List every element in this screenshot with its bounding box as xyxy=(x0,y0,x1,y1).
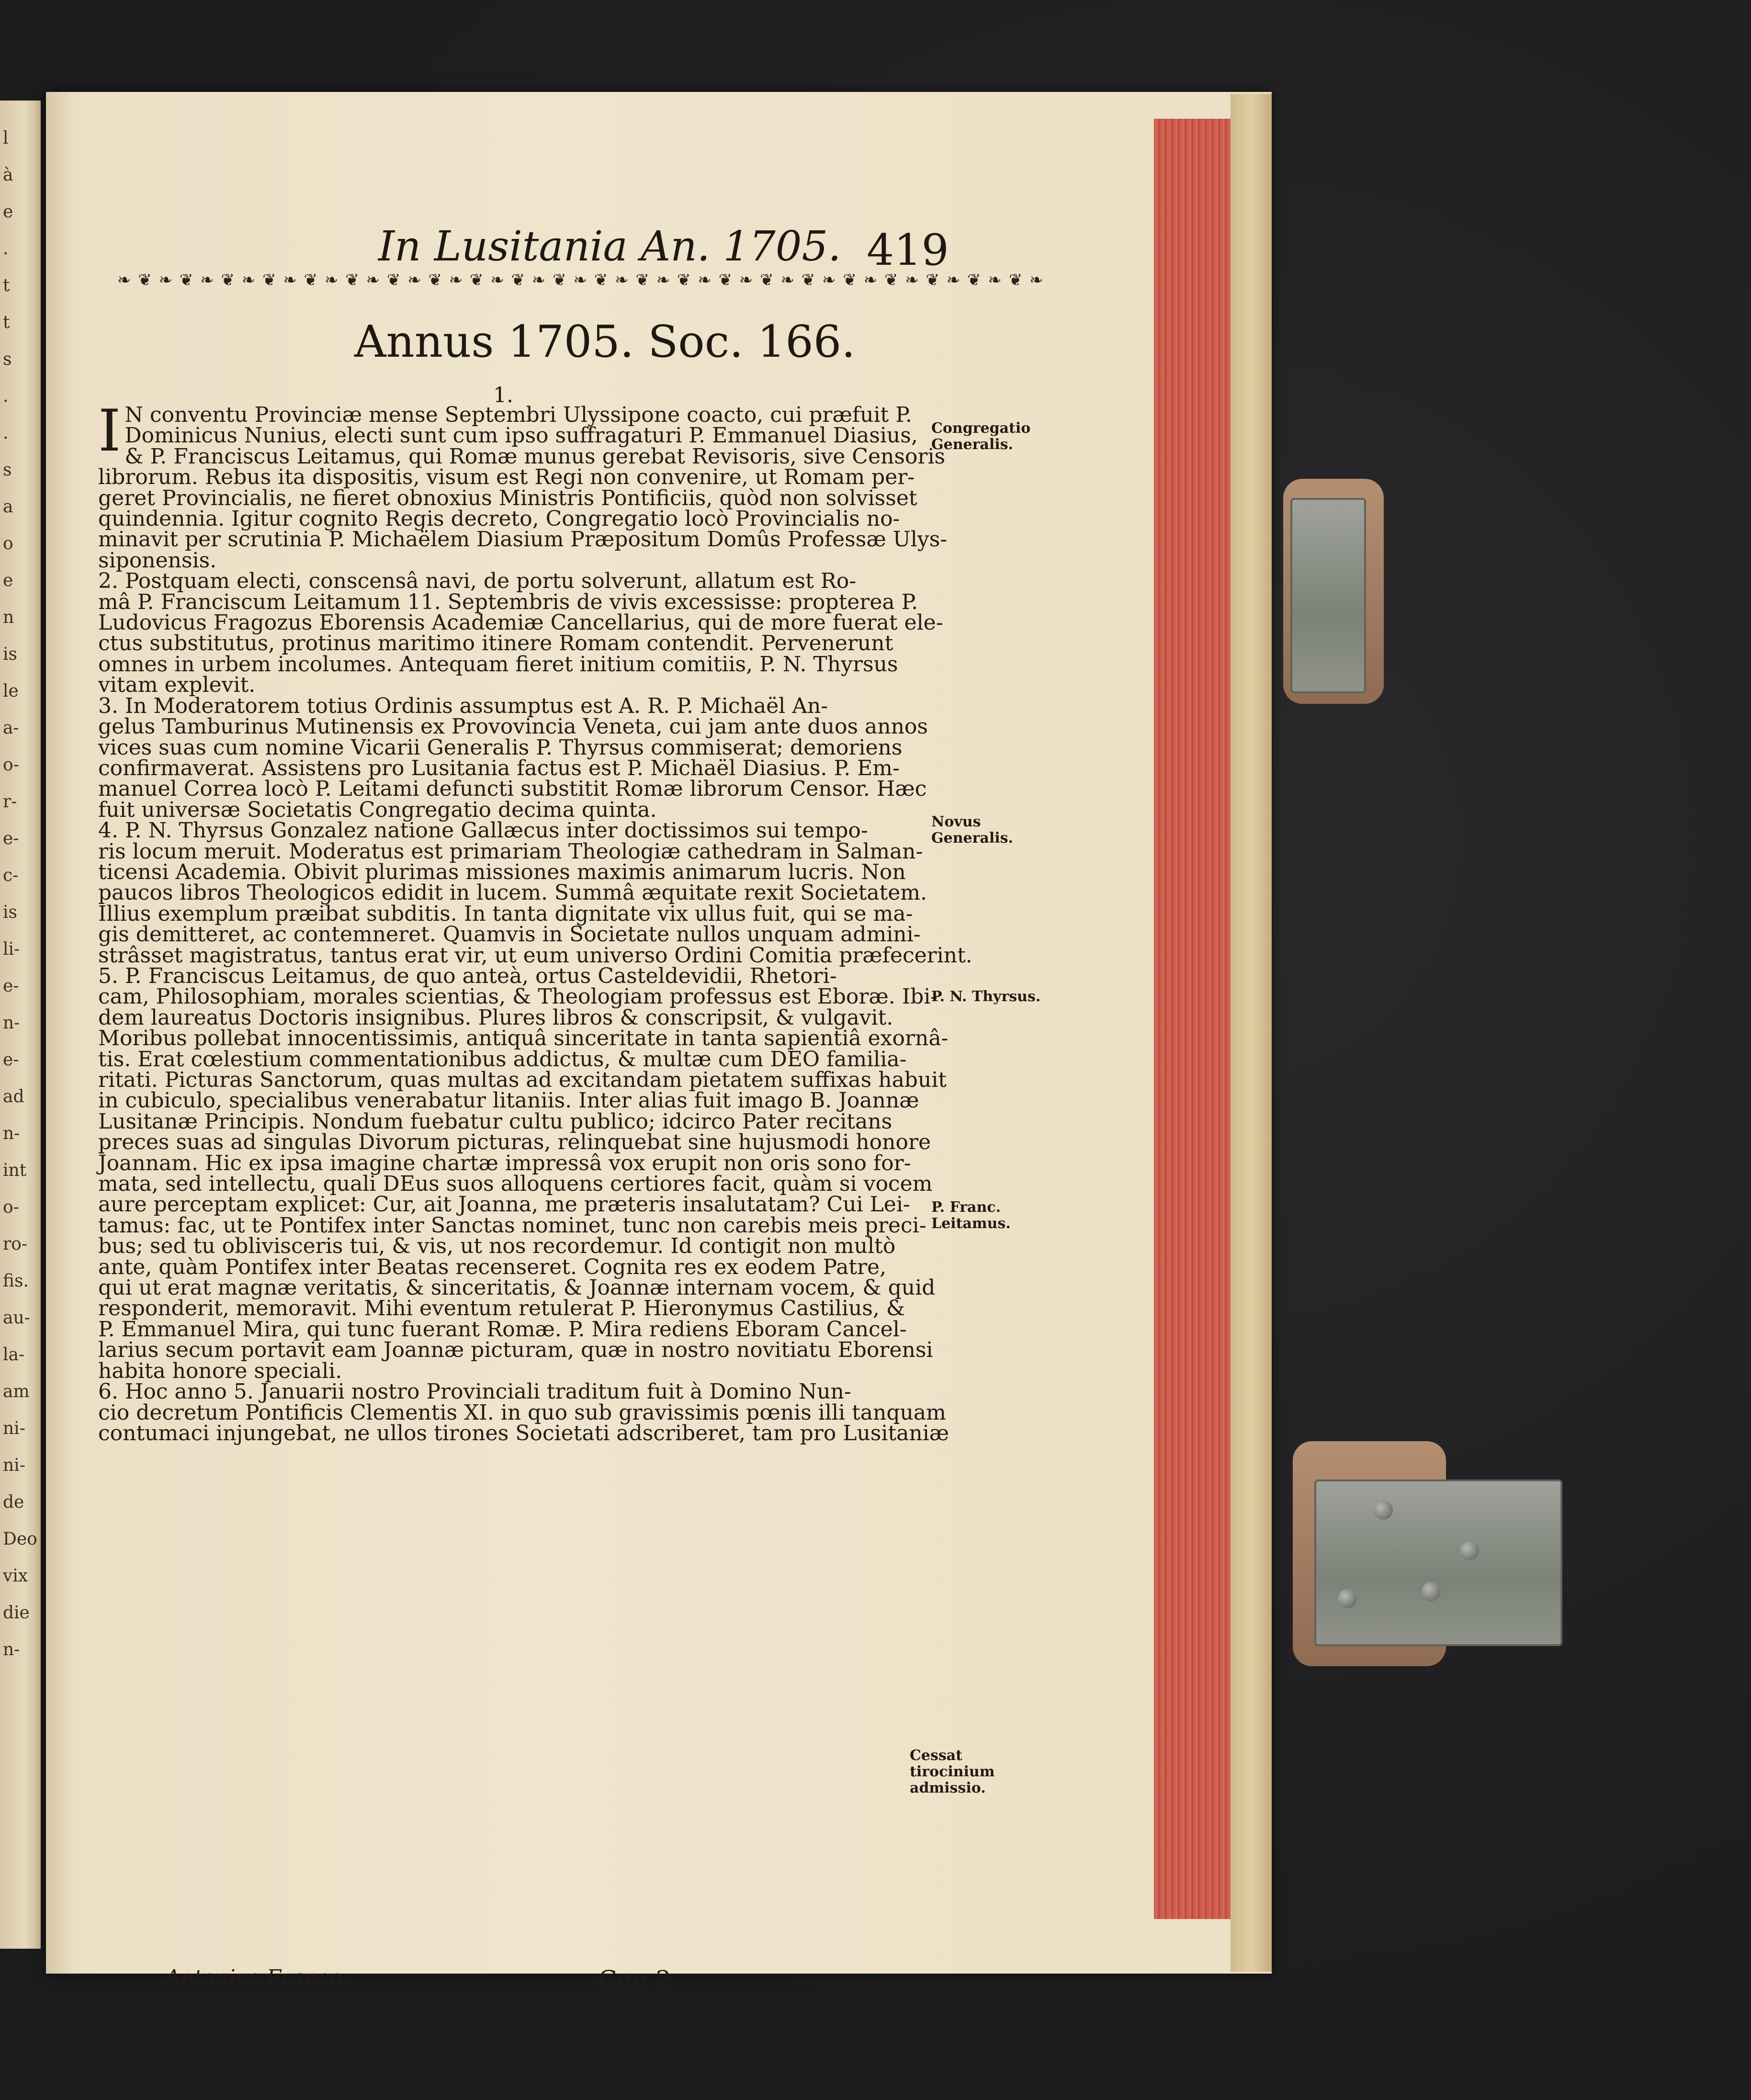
facing-fragment: r- xyxy=(3,792,17,812)
text-line: habita honore speciali. xyxy=(98,1358,342,1383)
facing-fragment: n- xyxy=(3,1124,20,1143)
facing-fragment: ni- xyxy=(3,1456,25,1475)
text-line: Moribus pollebat innocentissimis, antiquâ sinceritate in tanta sapientiâ exornâ- xyxy=(98,1026,949,1051)
facing-fragment: s xyxy=(3,350,12,369)
text-line: confirmaverat. Assistens pro Lusitania factus est P. Michaël Diasius. P. Em- xyxy=(98,756,900,780)
text-line: tamus: fac, ut te Pontifex inter Sanctas nominet, tunc non carebis meis preci- xyxy=(98,1213,926,1238)
facing-fragment: c- xyxy=(3,866,19,885)
facing-fragment: n- xyxy=(3,1640,20,1660)
clasp-top xyxy=(1290,498,1366,693)
facing-fragment: is xyxy=(3,903,17,922)
text-line: ante, quàm Pontifex inter Beatas recenseret. Cognita res ex eodem Patre, xyxy=(98,1254,887,1279)
text-line: siponensis. xyxy=(98,548,217,573)
facing-fragment: e- xyxy=(3,829,19,848)
facing-fragment: a- xyxy=(3,718,19,738)
text-line: responderit, memoravit. Mihi eventum retulerat P. Hieronymus Castilius, & xyxy=(98,1296,905,1321)
facing-fragment: ad xyxy=(3,1087,24,1106)
facing-fragment: l xyxy=(3,128,9,148)
ornament-rule: ❧ ❦ ❧ ❦ ❧ ❦ ❧ ❦ ❧ ❦ ❧ ❦ ❧ ❦ ❧ ❦ ❧ ❦ ❧ ❦ ❧ ❦ ❧ ❦ ❧ ❦ ❧ ❦ ❧ ❦ ❧ ❦ ❧ ❦ ❧ ❦ ❧ ❦ ❧ ❦ ❧ ❦ ❧ ❦ ❧ xyxy=(117,271,1044,290)
text-line: gelus Tamburinus Mutinensis ex Provovincia Veneta, cui jam ante duos annos xyxy=(98,714,928,739)
text-line: cam, Philosophiam, morales scientias, & Theologiam professus est Eboræ. Ibi- xyxy=(98,984,938,1009)
facing-fragment: t xyxy=(3,313,10,332)
signature-mark: Ggg 2 xyxy=(599,1965,671,1993)
facing-fragment: li- xyxy=(3,939,20,959)
facing-fragment: . xyxy=(3,239,9,259)
text-line: dem laureatus Doctoris insignibus. Plures libros & conscripsit, & vulgavit. xyxy=(98,1005,893,1030)
rivet xyxy=(1338,1589,1357,1608)
facing-page-fragments xyxy=(3,120,39,1668)
text-line: Joannam. Hic ex ipsa imagine chartæ impressâ vox erupit non oris sono for- xyxy=(98,1151,911,1175)
facing-fragment: le xyxy=(3,681,19,701)
text-line: 5. P. Franciscus Leitamus, de quo anteà, ortus Casteldevidii, Rhetori- xyxy=(98,963,837,988)
text-line: ticensi Academia. Obivit plurimas missiones maximis animarum lucris. Non xyxy=(98,859,906,884)
text-line: geret Provincialis, ne fieret obnoxius Ministris Pontificiis, quòd non solvisset xyxy=(98,485,917,510)
page-number: 419 xyxy=(867,225,949,275)
facing-fragment: à xyxy=(3,165,13,185)
text-line: tis. Erat cœlestium commentationibus addictus, & multæ cum DEO familia- xyxy=(98,1047,907,1072)
facing-fragment: die xyxy=(3,1603,30,1623)
facing-fragment: au- xyxy=(3,1308,30,1328)
facing-fragment: a xyxy=(3,497,13,517)
margin-note: Congregatio Generalis. xyxy=(931,420,1031,453)
catchword: Pro- xyxy=(850,1973,896,1998)
facing-fragment: t xyxy=(3,276,10,295)
text-line: qui ut erat magnæ veritatis, & sinceritatis, & Joannæ internam vocem, & quid xyxy=(98,1276,936,1300)
facing-fragment: de xyxy=(3,1492,24,1512)
text-line: 4. P. N. Thyrsus Gonzalez natione Gallæcus inter doctissimos sui tempo- xyxy=(98,818,868,843)
text-line: librorum. Rebus ita dispositis, visum est Regi non convenire, ut Romam per- xyxy=(98,465,915,490)
text-line: P. Emmanuel Mira, qui tunc fuerant Romæ. P. Mira rediens Eboram Cancel- xyxy=(98,1317,907,1342)
rivet xyxy=(1422,1582,1441,1601)
facing-fragment: ni- xyxy=(3,1419,25,1438)
facing-fragment: ro- xyxy=(3,1234,28,1254)
section-number: 1. xyxy=(493,383,513,407)
facing-fragment: o- xyxy=(3,1197,19,1217)
text-line: mata, sed intellectu, quali DEus suos alloquens certiores facit, quàm si vocem xyxy=(98,1172,933,1197)
facing-fragment: o- xyxy=(3,755,19,775)
text-line: minavit per scrutinia P. Michaëlem Diasium Præpositum Domûs Professæ Ulys- xyxy=(98,527,948,552)
red-page-edges xyxy=(1154,119,1231,1919)
text-line: in cubiculo, specialibus venerabatur litaniis. Inter alias fuit imago B. Joannæ xyxy=(98,1088,919,1113)
facing-fragment: fis. xyxy=(3,1271,29,1291)
margin-note: Cessat tirocinium admissio. xyxy=(910,1747,995,1796)
cover-board xyxy=(1231,94,1272,1972)
margin-note: P. Franc. Leitamus. xyxy=(931,1199,1011,1232)
text-line: ris locum meruit. Moderatus est primariam Theologiæ cathedram in Salman- xyxy=(98,839,923,864)
facing-fragment: n- xyxy=(3,1013,20,1033)
text-line: & P. Franciscus Leitamus, qui Romæ munus gerebat Revisoris, sive Censoris xyxy=(124,444,946,469)
text-line: larius secum portavit eam Joannæ picturam, quæ in nostro novitiatu Eborensi xyxy=(98,1338,933,1363)
drop-cap: I xyxy=(98,398,121,464)
facing-fragment: . xyxy=(3,423,9,443)
facing-fragment: e xyxy=(3,202,13,222)
text-line: cio decretum Pontificis Clementis XI. in quo sub gravissimis pœnis illi tanquam xyxy=(98,1400,946,1425)
facing-fragment: o xyxy=(3,534,13,553)
text-line: mâ P. Franciscum Leitamum 11. Septembris de vivis excessisse: propterea P. xyxy=(98,589,918,614)
text-line: 2. Postquam electi, conscensâ navi, de portu solverunt, allatum est Ro- xyxy=(98,569,857,594)
text-line: Ludovicus Fragozus Eborensis Academiæ Cancellarius, qui de more fuerat ele- xyxy=(98,610,943,635)
text-line: ritati. Picturas Sanctorum, quas multas ad excitandam pietatem suffixas habuit xyxy=(98,1068,947,1092)
year-heading: Annus 1705. Soc. 166. xyxy=(354,316,856,367)
signature-author: Antonius Franco. xyxy=(165,1965,349,1990)
rivet xyxy=(1460,1541,1479,1560)
rivet xyxy=(1374,1501,1393,1520)
text-line: preces suas ad singulas Divorum picturas, relinquebat sine hujusmodi honore xyxy=(98,1130,931,1155)
text-line: ctus substitutus, protinus maritimo itinere Romam contendit. Pervenerunt xyxy=(98,631,893,656)
text-line: Lusitanæ Principis. Nondum fuebatur cultu publico; idcirco Pater recitans xyxy=(98,1109,892,1134)
facing-fragment: n xyxy=(3,608,14,627)
facing-fragment: . xyxy=(3,386,9,406)
text-line: bus; sed tu oblivisceris tui, & vis, ut nos recordemur. Id contigit non multò xyxy=(98,1234,896,1259)
text-line: vitam explevit. xyxy=(98,673,256,698)
facing-fragment: Deo xyxy=(3,1529,37,1549)
facing-fragment: vix xyxy=(3,1566,28,1586)
text-line: Illius exemplum præibat subditis. In tanta dignitate vix ullus fuit, qui se ma- xyxy=(98,901,913,926)
facing-fragment: la- xyxy=(3,1345,25,1365)
text-line: quindennia. Igitur cognito Regis decreto, Congregatio locò Provincialis no- xyxy=(98,507,900,531)
facing-fragment: is xyxy=(3,644,17,664)
text-line: vices suas cum nomine Vicarii Generalis P. Thyrsus commiserat; demoriens xyxy=(98,735,903,760)
clasp-bottom xyxy=(1314,1479,1562,1646)
text-line: fuit universæ Societatis Congregatio decima quinta. xyxy=(98,797,657,822)
facing-fragment: e- xyxy=(3,976,19,996)
text-line: manuel Correa locò P. Leitami defuncti substitit Romæ librorum Censor. Hæc xyxy=(98,777,927,802)
text-line: contumaci injungebat, ne ullos tirones Societati adscriberet, tam pro Lusitaniæ xyxy=(98,1421,949,1445)
facing-fragment: e- xyxy=(3,1050,19,1070)
margin-note: Novus Generalis. xyxy=(931,813,1013,847)
text-line: strâsset magistratus, tantus erat vir, ut eum universo Ordini Comitia præfecerint. xyxy=(98,943,972,968)
text-line: gis demitteret, ac contemneret. Quamvis in Societate nullos unquam admini- xyxy=(98,922,921,947)
text-line: 6. Hoc anno 5. Januarii nostro Provinciali traditum fuit à Domino Nun- xyxy=(98,1379,851,1404)
facing-page-edge xyxy=(0,101,41,1949)
facing-fragment: e xyxy=(3,571,13,590)
text-line: 3. In Moderatorem totius Ordinis assumptus est A. R. P. Michaël An- xyxy=(98,693,828,718)
running-head: In Lusitania An. 1705. xyxy=(378,223,841,271)
margin-note: P. N. Thyrsus. xyxy=(931,988,1041,1005)
facing-fragment: int xyxy=(3,1161,27,1180)
text-line: aure perceptam explicet: Cur, ait Joanna, me præteris insalutatam? Cui Lei- xyxy=(98,1192,910,1217)
text-line: Dominicus Nunius, electi sunt cum ipso suffragaturi P. Emmanuel Diasius, xyxy=(124,423,918,448)
text-line: N conventu Provinciæ mense Septembri Ulyssipone coacto, cui præfuit P. xyxy=(124,403,912,427)
facing-fragment: am xyxy=(3,1382,30,1401)
facing-fragment: s xyxy=(3,460,12,480)
text-line: paucos libros Theologicos edidit in lucem. Summâ æquitate rexit Societatem. xyxy=(98,881,927,905)
text-line: omnes in urbem incolumes. Antequam fieret initium comitiis, P. N. Thyrsus xyxy=(98,652,898,677)
